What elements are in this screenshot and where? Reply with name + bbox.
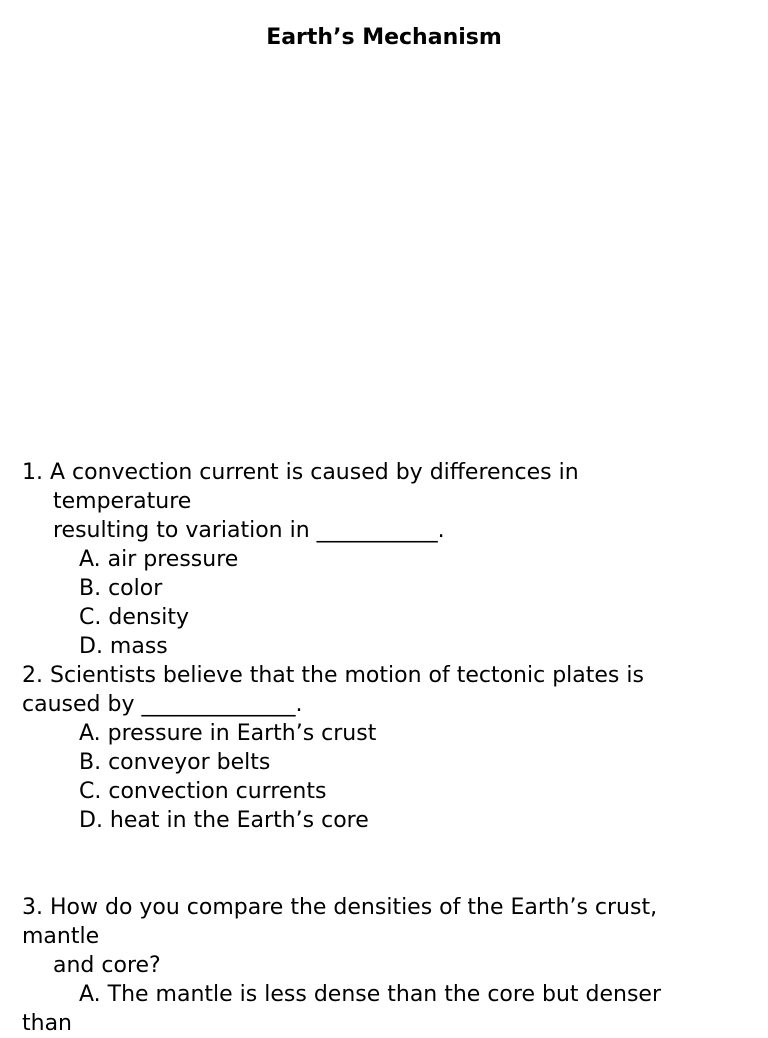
question-1-line-3: resulting to variation in ___________. xyxy=(53,518,445,543)
page-title: Earth’s Mechanism xyxy=(266,25,502,50)
question-1-option-a: A. air pressure xyxy=(79,547,239,572)
question-1-line-2: temperature xyxy=(53,489,192,514)
question-3-option-a: A. The mantle is less dense than the core but denser xyxy=(79,982,661,1007)
question-3 xyxy=(22,893,738,1038)
question-1-option-b: B. color xyxy=(79,576,163,601)
question-2-option-d: D. heat in the Earth’s core xyxy=(79,808,369,833)
question-1 xyxy=(22,458,738,661)
question-1-line-1: 1. A convection current is caused by differences in xyxy=(22,460,579,485)
question-3-line-3: and core? xyxy=(53,953,161,978)
question-spacer xyxy=(22,835,738,893)
question-3-line-1: 3. How do you compare the densities of the Earth’s crust, xyxy=(22,895,658,920)
question-2-option-c: C. convection currents xyxy=(79,779,327,804)
question-1-option-c: C. density xyxy=(79,605,190,630)
question-2-option-b: B. conveyor belts xyxy=(79,750,271,775)
question-2-line-2: caused by ______________. xyxy=(22,692,303,717)
question-2-line-1: 2. Scientists believe that the motion of tectonic plates is xyxy=(22,663,644,688)
question-list xyxy=(22,458,738,1038)
question-1-option-d: D. mass xyxy=(79,634,168,659)
question-3-line-2: mantle xyxy=(22,924,100,949)
question-2-option-a: A. pressure in Earth’s crust xyxy=(79,721,377,746)
question-2 xyxy=(22,661,738,835)
question-3-option-a-continued: than xyxy=(22,1011,72,1036)
